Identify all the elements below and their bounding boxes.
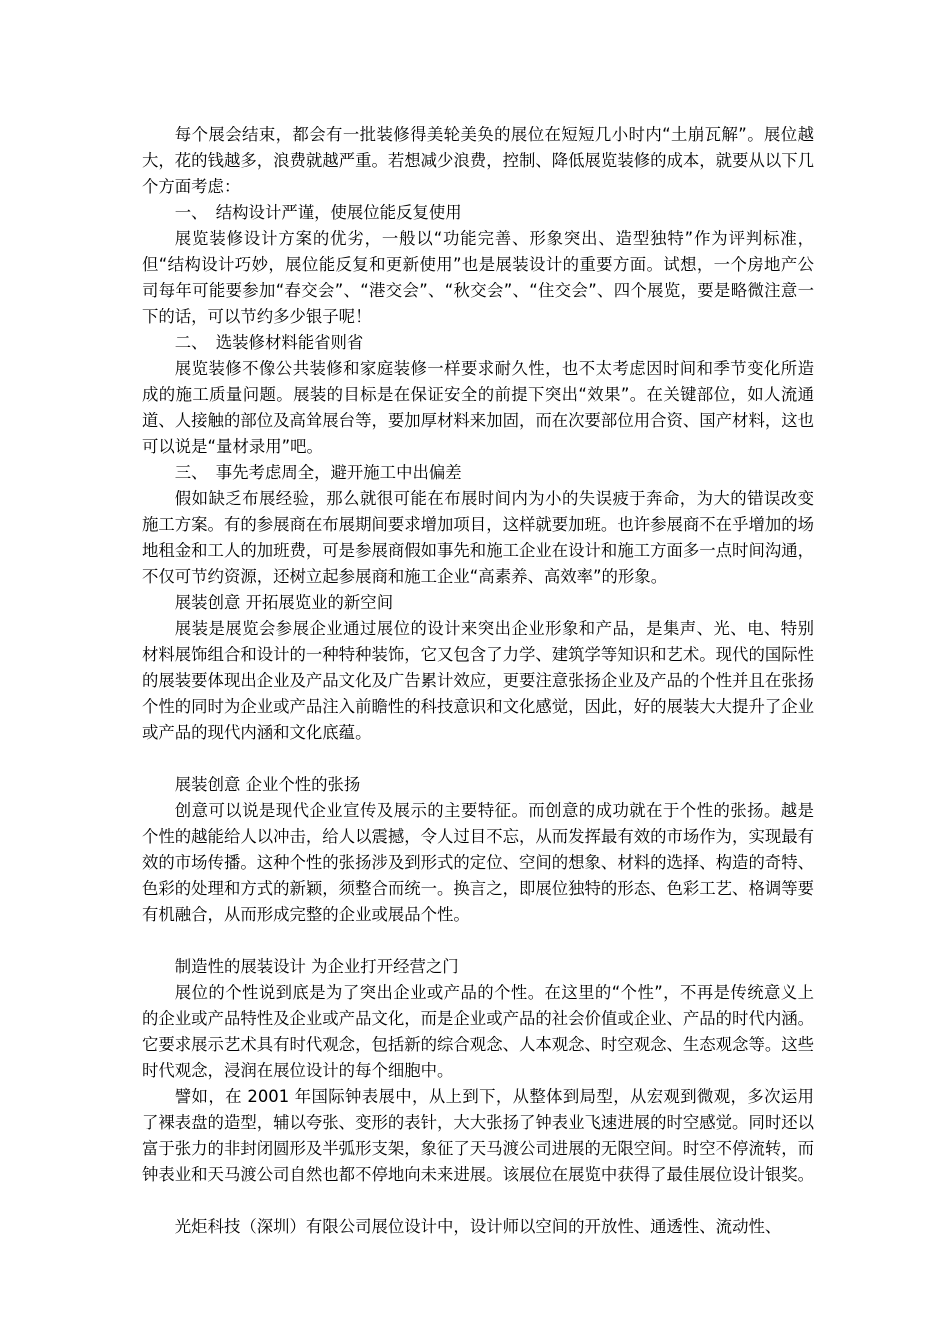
- section-3-paragraph: 假如缺乏布展经验，那么就很可能在布展时间内为小的失误疲于奔命，为大的错误改变施工方案。有的参展商在布展期间要求增加项目，这样就要加班。也许参展商不在乎增加的场地租金和工人的加班费，可是参展商假如事先和施工企业在设计和施工方面多一点时间沟通，不仅可节约资源，还树立起参展商和施工企业“高素养、高效率”的形象。: [142, 489, 815, 586]
- individuality-paragraph: 创意可以说是现代企业宣传及展示的主要特征。而创意的成功就在于个性的张扬。越是个性的越能给人以冲击，给人以震撼，令人过目不忘，从而发挥最有效的市场作为，实现最有效的市场传播。这种个性的张扬涉及到形式的定位、空间的想象、材料的选择、构造的奇特、色彩的处理和方式的新颖，须整合而统一。换言之，即展位独特的形态、色彩工艺、格调等要有机融合，从而形成完整的企业或展品个性。: [142, 801, 815, 924]
- guangju-paragraph: 光炬科技（深圳）有限公司展位设计中，设计师以空间的开放性、通透性、流动性、: [174, 1217, 782, 1236]
- document-body: [142, 122, 814, 1240]
- blank-line: [142, 746, 814, 772]
- topic-heading-individuality: 展装创意 企业个性的张扬: [174, 775, 361, 794]
- watch-expo-paragraph: 譬如，在 2001 年国际钟表展中，从上到下，从整体到局型，从宏观到微观，多次运用了裸表盘的造型，辅以夸张、变形的表针，大大张扬了钟表业飞速进展的时空感觉。同时还以富于张力的非封闭圆形及半弧形支架，象征了天马渡公司进展的无限空间。时空不停流转，而钟表业和天马渡公司自然也都不停地向未来进展。该展位在展览中获得了最佳展位设计银奖。: [142, 1087, 815, 1184]
- section-heading-2: 二、 选装修材料能省则省: [174, 333, 364, 352]
- topic-heading-creative-design: 制造性的展装设计 为企业打开经营之门: [174, 957, 459, 976]
- new-space-paragraph: 展装是展览会参展企业通过展位的设计来突出企业形象和产品，是集声、光、电、特别材料展饰组合和设计的一种特种装饰，它又包含了力学、建筑学等知识和艺术。现代的国际性的展装要体现出企业及产品文化及广告累计效应，更要注意张扬企业及产品的个性并且在张扬个性的同时为企业或产品注入前瞻性的科技意识和文化感觉，因此，好的展装大大提升了企业或产品的现代内涵和文化底蕴。: [142, 619, 815, 742]
- blank-line: [142, 928, 814, 954]
- creative-design-paragraph: 展位的个性说到底是为了突出企业或产品的个性。在这里的“个性”，不再是传统意义上的企业或产品特性及企业或产品文化，而是企业或产品的社会价值或企业、产品的时代内涵。它要求展示艺术具有时代观念，包括新的综合观念、人本观念、时空观念、生态观念等。这些时代观念，浸润在展位设计的每个细胞中。: [142, 983, 815, 1080]
- topic-heading-new-space: 展装创意 开拓展览业的新空间: [174, 593, 394, 612]
- section-heading-3: 三、 事先考虑周全，避开施工中出偏差: [174, 463, 462, 482]
- section-2-paragraph: 展览装修不像公共装修和家庭装修一样要求耐久性，也不太考虑因时间和季节变化所造成的施工质量问题。展装的目标是在保证安全的前提下突出“效果”。在关键部位，如人流通道、人接触的部位及高耸展台等，要加厚材料来加固，而在次要部位用合资、国产材料，这也可以说是“量材录用”吧。: [142, 359, 815, 456]
- intro-paragraph: 每个展会结束，都会有一批装修得美轮美奂的展位在短短几小时内“土崩瓦解”。展位越大，花的钱越多，浪费就越严重。若想减少浪费，控制、降低展览装修的成本，就要从以下几个方面考虑：: [142, 125, 815, 196]
- blank-line: [142, 1188, 814, 1214]
- section-heading-1: 一、 结构设计严谨，使展位能反复使用: [174, 203, 462, 222]
- section-1-paragraph: 展览装修设计方案的优劣，一般以“功能完善、形象突出、造型独特”作为评判标准，但“结构设计巧妙，展位能反复和更新使用”也是展装设计的重要方面。试想，一个房地产公司每年可能要参加“春交会”、“港交会”、“秋交会”、“住交会”、四个展览，要是略微注意一下的话，可以节约多少银子呢！: [142, 229, 814, 326]
